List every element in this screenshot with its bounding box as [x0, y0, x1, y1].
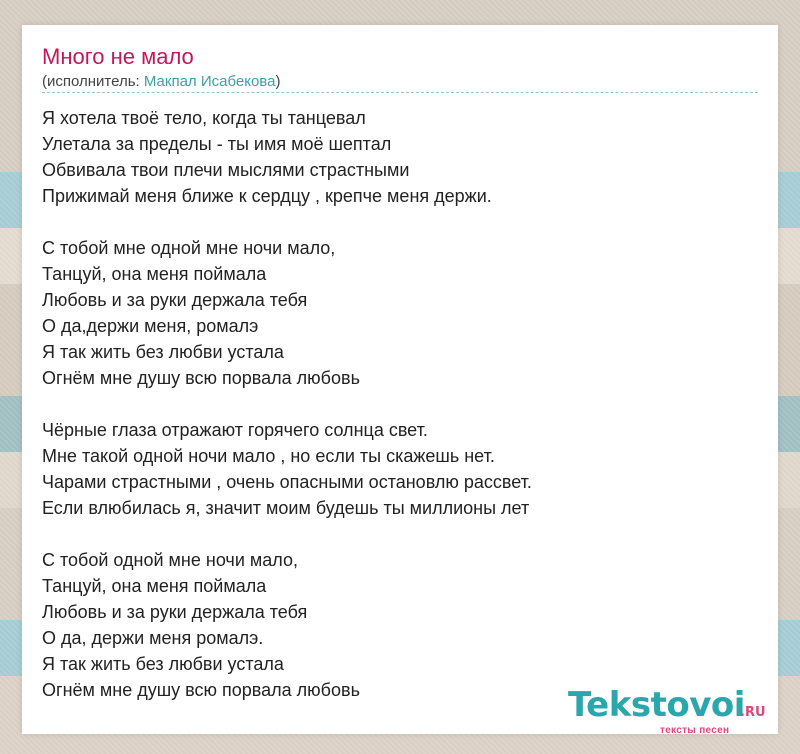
lyric-line: Я так жить без любви устала [42, 654, 284, 674]
song-title: Много не мало [42, 44, 194, 69]
stanza-break [42, 521, 532, 547]
lyrics-card [22, 25, 778, 734]
lyrics-text [42, 105, 532, 703]
lyric-line: Любовь и за руки держала тебя [42, 602, 308, 622]
stanza-break [42, 209, 532, 235]
lyric-line: Чёрные глаза отражают горячего солнца свет. [42, 420, 428, 440]
lyric-line: Огнём мне душу всю порвала любовь [42, 680, 360, 700]
lyric-line: С тобой одной мне ночи мало, [42, 550, 298, 570]
artist-link[interactable]: Макпал Исабекова [143, 73, 276, 90]
lyric-line: О да, держи меня ромалэ. [42, 628, 264, 648]
lyric-line: Любовь и за руки держала тебя [42, 290, 308, 310]
lyric-line: О да,держи меня, ромалэ [42, 316, 259, 336]
divider [42, 92, 758, 93]
lyric-line: Огнём мне душу всю порвала любовь [42, 368, 360, 388]
stanza-break [42, 391, 532, 417]
lyric-line: Я хотела твоё тело, когда ты танцевал [42, 108, 366, 128]
artist-suffix: ) [275, 73, 281, 90]
lyric-line: Мне такой одной ночи мало , но если ты скажешь нет. [42, 446, 495, 466]
lyric-line: Танцуй, она меня поймала [42, 576, 267, 596]
artist-prefix: (исполнитель: [42, 73, 144, 90]
lyric-line: Если влюбилась я, значит моим будешь ты миллионы лет [42, 498, 530, 518]
tekstovoi-logo[interactable] [568, 685, 778, 735]
logo-domain: .RU [740, 705, 766, 720]
logo-tagline: тексты песен [660, 725, 730, 736]
logo-wordmark: Tekstovoi [568, 685, 745, 725]
lyric-line: С тобой мне одной мне ночи мало, [42, 238, 336, 258]
lyric-line: Улетала за пределы - ты имя моё шептал [42, 134, 392, 154]
lyric-line: Прижимай меня ближе к сердцу , крепче меня держи. [42, 186, 492, 206]
artist-line [42, 73, 280, 90]
lyric-line: Чарами страстными , очень опасными остановлю рассвет. [42, 472, 532, 492]
lyric-line: Я так жить без любви устала [42, 342, 284, 362]
lyric-line: Обвивала твои плечи мыслями страстными [42, 160, 410, 180]
lyric-line: Танцуй, она меня поймала [42, 264, 267, 284]
